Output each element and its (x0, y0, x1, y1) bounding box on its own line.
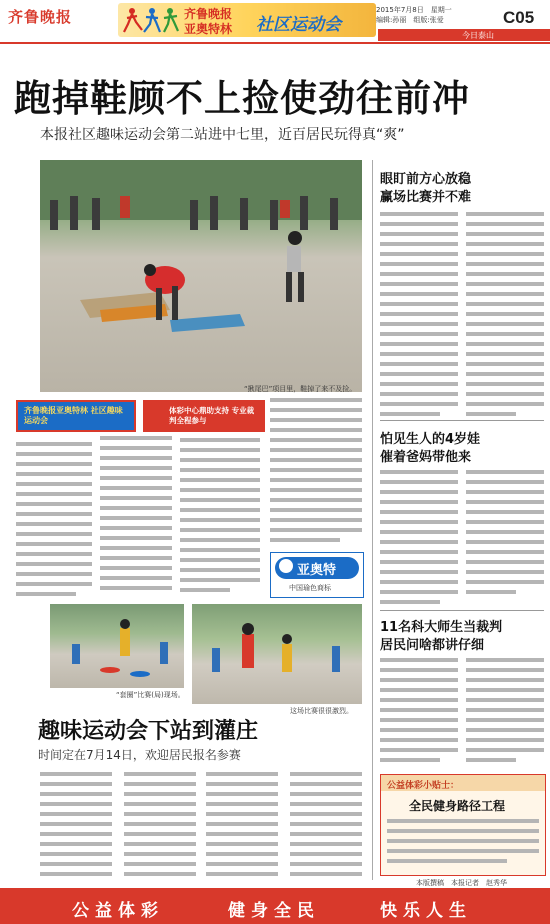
ring-toss-image (50, 604, 184, 688)
race-caption: 这场比赛很很激烈。 (290, 707, 353, 715)
athletes-icon (122, 6, 180, 34)
story-b-text (380, 468, 544, 606)
editor-credits: 编辑:孙丽 组版:张爱 (376, 16, 444, 24)
page-number: C05 (503, 8, 535, 27)
lead-text-col-2 (100, 370, 172, 598)
story-a-text (380, 210, 544, 418)
main-subhead: 本报社区趣味运动会第二站进中七里，近百居民玩得真“爽” (40, 127, 405, 143)
lead-photo-caption: “揪尾巴”项目里，鞋掉了来不及捡。 (244, 385, 357, 393)
tip-text-lines (387, 817, 539, 871)
body-text-lines (100, 370, 172, 598)
banner-line-1: 齐鲁晚报 (184, 7, 233, 21)
footer-slogan-1: 公益体彩 (72, 901, 164, 921)
tip-box (380, 774, 546, 876)
event-banner (118, 3, 376, 37)
story-a-title-2: 赢场比赛并不难 (380, 190, 472, 205)
story-b-title-1: 怕见生人的4岁娃 (380, 432, 481, 447)
body-text-lines (380, 656, 544, 766)
ring-toss-caption: “套圈”比赛(局)现场。 (116, 691, 185, 699)
dateline (376, 5, 476, 25)
story2-subhead: 时间定在7月14日，欢迎居民报名参赛 (38, 748, 241, 762)
story-b-title-2: 催着爸妈带他来 (380, 450, 472, 465)
ring-toss-photo (50, 604, 184, 688)
story-a-title-1: 眼盯前方心放稳 (380, 172, 472, 187)
body-text-lines (270, 396, 362, 546)
sponsor-subtext: 中国瑜色商标 (289, 584, 331, 592)
story-c-title-2: 居民问啥都讲仔细 (380, 638, 485, 653)
tip-title: 全民健身路径工程 (409, 799, 506, 813)
date-text: 2015年7月8日 星期一 (376, 6, 452, 14)
column-divider (372, 160, 373, 880)
footer-slogan-2: 健身全民 (228, 901, 320, 921)
event-badge-text: 齐鲁晚报亚奥特林 社区趣味运动会 (24, 406, 123, 425)
race-scene-image (40, 160, 362, 392)
body-text-lines (16, 440, 92, 598)
banner-line-2: 亚奥特林 (184, 22, 233, 36)
main-headline: 跑掉鞋顾不上捡使劲往前冲 (14, 77, 470, 120)
lead-photo (40, 160, 362, 392)
lead-text-col-3 (180, 436, 260, 596)
sponsor-name: 亚奥特 (297, 563, 337, 578)
footer-bar (0, 888, 550, 924)
page-credits: 本版撰稿 本报记者 赵秀华 (416, 879, 507, 887)
story2-headline: 趣味运动会下站到灌庄 (38, 719, 259, 744)
newspaper-logo: 齐鲁晚报 (8, 8, 73, 26)
story-c-title-1: 11名科大师生当裁判 (380, 620, 503, 635)
sponsor-badge-text: 体彩中心鼎助支持 专业裁判全程参与 (169, 406, 255, 425)
story2-text (40, 770, 362, 878)
lead-text-col-4 (270, 396, 362, 546)
race-image (192, 604, 362, 704)
story-c-text (380, 656, 544, 766)
sponsor-logo-icon (279, 559, 293, 573)
tip-label: 公益体彩小贴士： (387, 781, 460, 791)
section-name: 今日泰山 (462, 31, 494, 40)
section-divider (380, 610, 544, 611)
section-divider (380, 420, 544, 421)
lead-text-col-1 (16, 440, 92, 598)
footer-slogan-3: 快乐人生 (380, 901, 472, 921)
body-text-lines (380, 210, 544, 418)
sponsor-box (270, 552, 364, 598)
banner-title: 社区运动会 (256, 15, 341, 35)
body-text-lines (40, 770, 362, 878)
header-rule (0, 42, 550, 44)
body-text-lines (380, 468, 544, 606)
body-text-lines (180, 436, 260, 596)
race-photo (192, 604, 362, 704)
